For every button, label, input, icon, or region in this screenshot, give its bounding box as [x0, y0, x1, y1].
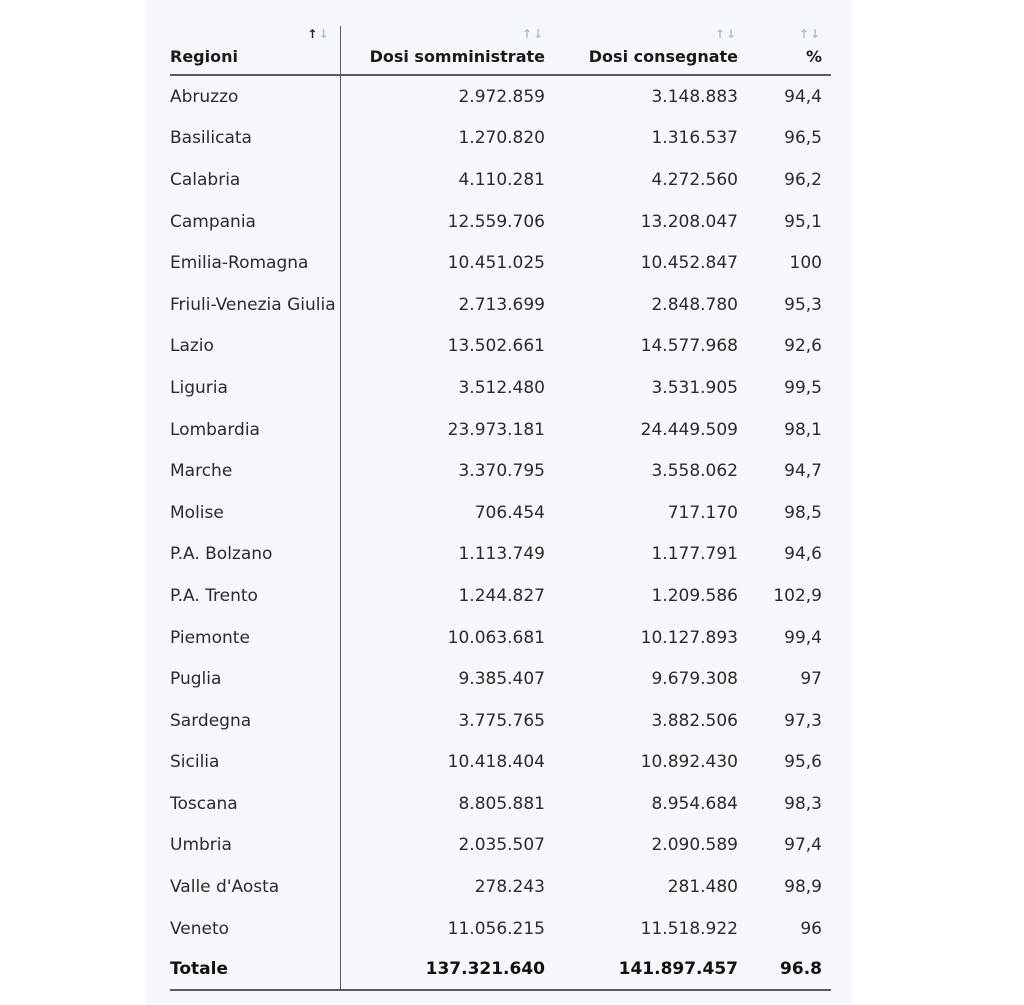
total-somministrate: 137.321.640: [340, 949, 554, 990]
table-row: [170, 242, 831, 284]
column-header-label: Regioni: [170, 47, 238, 66]
sort-icon[interactable]: ↑↓: [521, 27, 544, 41]
cell-percent: 96: [800, 918, 822, 939]
cell-somministrate: 2.713.699: [458, 294, 545, 315]
cell-somministrate: 4.110.281: [458, 169, 545, 190]
cell-consegnate: 10.127.893: [640, 627, 738, 648]
column-header-label: %: [805, 47, 822, 66]
cell-consegnate: 3.148.883: [651, 86, 738, 107]
cell-consegnate: 3.558.062: [651, 461, 738, 482]
cell-regione: Abruzzo: [170, 75, 340, 118]
cell-consegnate: 14.577.968: [640, 336, 738, 357]
cell-somministrate: 3.775.765: [458, 710, 545, 731]
cell-percent: 102,9: [773, 585, 822, 606]
cell-percent: 94,7: [784, 461, 822, 482]
cell-regione: Basilicata: [170, 118, 340, 160]
cell-somministrate: 13.502.661: [447, 336, 545, 357]
cell-regione: Sicilia: [170, 742, 340, 784]
table-total-row: [170, 949, 831, 990]
total-percent: 96.8: [747, 949, 831, 990]
cell-percent: 97,4: [784, 835, 822, 856]
cell-somministrate: 10.418.404: [447, 752, 545, 773]
cell-consegnate: 1.316.537: [651, 128, 738, 149]
cell-somministrate: 10.063.681: [447, 627, 545, 648]
cell-percent: 97,3: [784, 710, 822, 731]
cell-consegnate: 13.208.047: [640, 211, 738, 232]
column-header-regioni[interactable]: [170, 26, 340, 75]
cell-consegnate: 2.090.589: [651, 835, 738, 856]
cell-percent: 98,9: [784, 877, 822, 898]
vaccine-table-panel: [145, 0, 852, 1005]
cell-percent: 96,5: [784, 128, 822, 149]
table-row: [170, 118, 831, 160]
table-row: [170, 742, 831, 784]
table-row: [170, 658, 831, 700]
cell-percent: 98,3: [784, 793, 822, 814]
cell-somministrate: 1.113.749: [458, 544, 545, 565]
cell-consegnate: 281.480: [667, 877, 738, 898]
table-header-row: [170, 26, 831, 75]
table-row: [170, 908, 831, 950]
cell-consegnate: 10.892.430: [640, 752, 738, 773]
cell-percent: 100: [789, 253, 822, 274]
cell-regione: Emilia-Romagna: [170, 242, 340, 284]
cell-somministrate: 1.244.827: [458, 585, 545, 606]
cell-regione: Molise: [170, 492, 340, 534]
cell-somministrate: 2.035.507: [458, 835, 545, 856]
table-body: [170, 75, 831, 990]
cell-percent: 94,6: [784, 544, 822, 565]
cell-percent: 96,2: [784, 169, 822, 190]
cell-regione: Piemonte: [170, 617, 340, 659]
cell-percent: 92,6: [784, 336, 822, 357]
cell-somministrate: 278.243: [474, 877, 545, 898]
cell-somministrate: 3.370.795: [458, 461, 545, 482]
cell-consegnate: 3.882.506: [651, 710, 738, 731]
cell-regione: Marche: [170, 450, 340, 492]
cell-regione: Liguria: [170, 367, 340, 409]
cell-regione: Veneto: [170, 908, 340, 950]
cell-percent: 99,4: [784, 627, 822, 648]
column-header-label: Dosi somministrate: [369, 47, 545, 66]
table-row: [170, 534, 831, 576]
cell-regione: Sardegna: [170, 700, 340, 742]
cell-percent: 99,5: [784, 377, 822, 398]
table-row: [170, 75, 831, 118]
cell-consegnate: 2.848.780: [651, 294, 738, 315]
total-label: Totale: [170, 949, 340, 990]
total-consegnate: 141.897.457: [554, 949, 747, 990]
table-row: [170, 159, 831, 201]
table-row: [170, 783, 831, 825]
vaccine-doses-table: [170, 26, 831, 991]
table-row: [170, 326, 831, 368]
cell-consegnate: 9.679.308: [651, 669, 738, 690]
cell-percent: 95,1: [784, 211, 822, 232]
cell-somministrate: 706.454: [474, 502, 545, 523]
cell-regione: Puglia: [170, 658, 340, 700]
cell-consegnate: 4.272.560: [651, 169, 738, 190]
cell-somministrate: 1.270.820: [458, 128, 545, 149]
cell-regione: Valle d'Aosta: [170, 866, 340, 908]
cell-percent: 94,4: [784, 86, 822, 107]
cell-consegnate: 1.177.791: [651, 544, 738, 565]
cell-consegnate: 3.531.905: [651, 377, 738, 398]
cell-consegnate: 8.954.684: [651, 793, 738, 814]
table-row: [170, 450, 831, 492]
cell-regione: P.A. Trento: [170, 575, 340, 617]
cell-percent: 97: [800, 669, 822, 690]
cell-consegnate: 1.209.586: [651, 585, 738, 606]
cell-regione: Umbria: [170, 825, 340, 867]
cell-regione: Calabria: [170, 159, 340, 201]
column-header-somministrate[interactable]: [340, 26, 554, 75]
cell-percent: 95,6: [784, 752, 822, 773]
cell-somministrate: 11.056.215: [447, 918, 545, 939]
cell-somministrate: 12.559.706: [447, 211, 545, 232]
table-row: [170, 617, 831, 659]
table-row: [170, 575, 831, 617]
table-row: [170, 367, 831, 409]
cell-somministrate: 2.972.859: [458, 86, 545, 107]
table-row: [170, 201, 831, 243]
cell-regione: Toscana: [170, 783, 340, 825]
cell-consegnate: 10.452.847: [640, 253, 738, 274]
table-row: [170, 284, 831, 326]
sort-icon[interactable]: ↑↓: [798, 27, 821, 41]
table-row: [170, 825, 831, 867]
cell-somministrate: 3.512.480: [458, 377, 545, 398]
cell-consegnate: 717.170: [667, 502, 738, 523]
sort-icon[interactable]: ↑↓: [307, 27, 330, 41]
cell-regione: P.A. Bolzano: [170, 534, 340, 576]
cell-regione: Lombardia: [170, 409, 340, 451]
cell-percent: 98,1: [784, 419, 822, 440]
cell-regione: Friuli-Venezia Giulia: [170, 284, 340, 326]
cell-somministrate: 9.385.407: [458, 669, 545, 690]
cell-regione: Campania: [170, 201, 340, 243]
cell-percent: 98,5: [784, 502, 822, 523]
table-row: [170, 866, 831, 908]
column-header-label: Dosi consegnate: [588, 47, 738, 66]
sort-icon[interactable]: ↑↓: [714, 27, 737, 41]
column-header-percent[interactable]: [747, 26, 831, 75]
table-row: [170, 409, 831, 451]
cell-somministrate: 23.973.181: [447, 419, 545, 440]
cell-percent: 95,3: [784, 294, 822, 315]
cell-consegnate: 11.518.922: [640, 918, 738, 939]
cell-somministrate: 8.805.881: [458, 793, 545, 814]
cell-regione: Lazio: [170, 326, 340, 368]
table-row: [170, 700, 831, 742]
cell-consegnate: 24.449.509: [640, 419, 738, 440]
column-header-consegnate[interactable]: [554, 26, 747, 75]
table-row: [170, 492, 831, 534]
cell-somministrate: 10.451.025: [447, 253, 545, 274]
